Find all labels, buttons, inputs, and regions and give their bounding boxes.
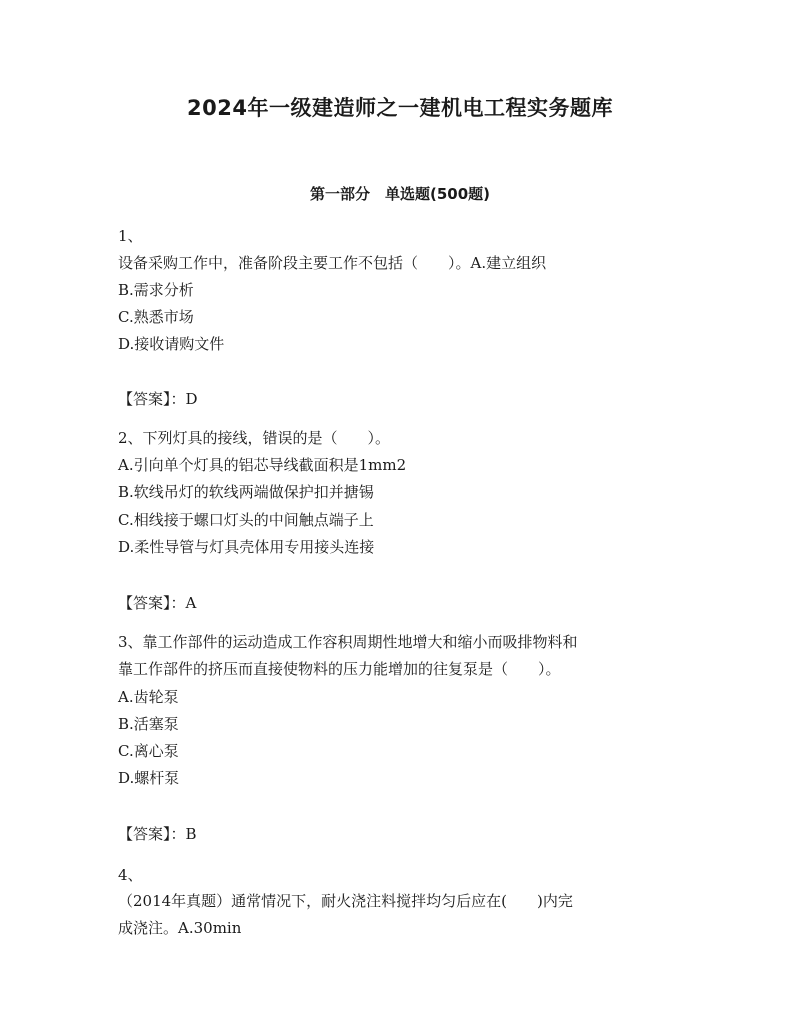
option-b: B.活塞泵	[118, 715, 179, 733]
option-a: A.引向单个灯具的铝芯导线截面积是1mm2	[118, 456, 407, 474]
option-b: B.需求分析	[118, 281, 194, 299]
question-number: 1、	[118, 227, 143, 245]
question-stem-line-1: （2014年真题）通常情况下，耐火浇注料搅拌均匀后应在( )内完	[118, 892, 573, 910]
option-d: D.接收请购文件	[118, 335, 225, 353]
option-c: C.熟悉市场	[118, 308, 194, 326]
option-c: C.相线接于螺口灯头的中间触点端子上	[118, 511, 374, 529]
question-number: 4、	[118, 866, 143, 884]
question-stem-line-2: 靠工作部件的挤压而直接使物料的压力能增加的往复泵是（ ）。	[118, 660, 561, 678]
section-heading: 第一部分 单选题(500题)	[309, 185, 491, 203]
question-stem-line-1: 3、靠工作部件的运动造成工作容积周期性地增大和缩小而吸排物料和	[118, 633, 578, 651]
answer-line: 【答案】：D	[118, 390, 198, 408]
option-d: D.螺杆泵	[118, 769, 180, 787]
answer-line: 【答案】：A	[118, 594, 197, 612]
option-a: A.齿轮泵	[118, 688, 179, 706]
option-d: D.柔性导管与灯具壳体用专用接头连接	[118, 538, 375, 556]
answer-line: 【答案】：B	[118, 825, 197, 843]
question-stem-line-2: 成浇注。A.30min	[118, 919, 242, 937]
option-b: B.软线吊灯的软线两端做保护扣并搪锡	[118, 483, 374, 501]
question-stem: 设备采购工作中，准备阶段主要工作不包括（ ）。A.建立组织	[118, 254, 547, 272]
option-c: C.离心泵	[118, 742, 179, 760]
document-title: 2024年一级建造师之一建机电工程实务题库	[187, 96, 613, 120]
question-stem: 2、下列灯具的接线，错误的是（ ）。	[118, 429, 391, 447]
